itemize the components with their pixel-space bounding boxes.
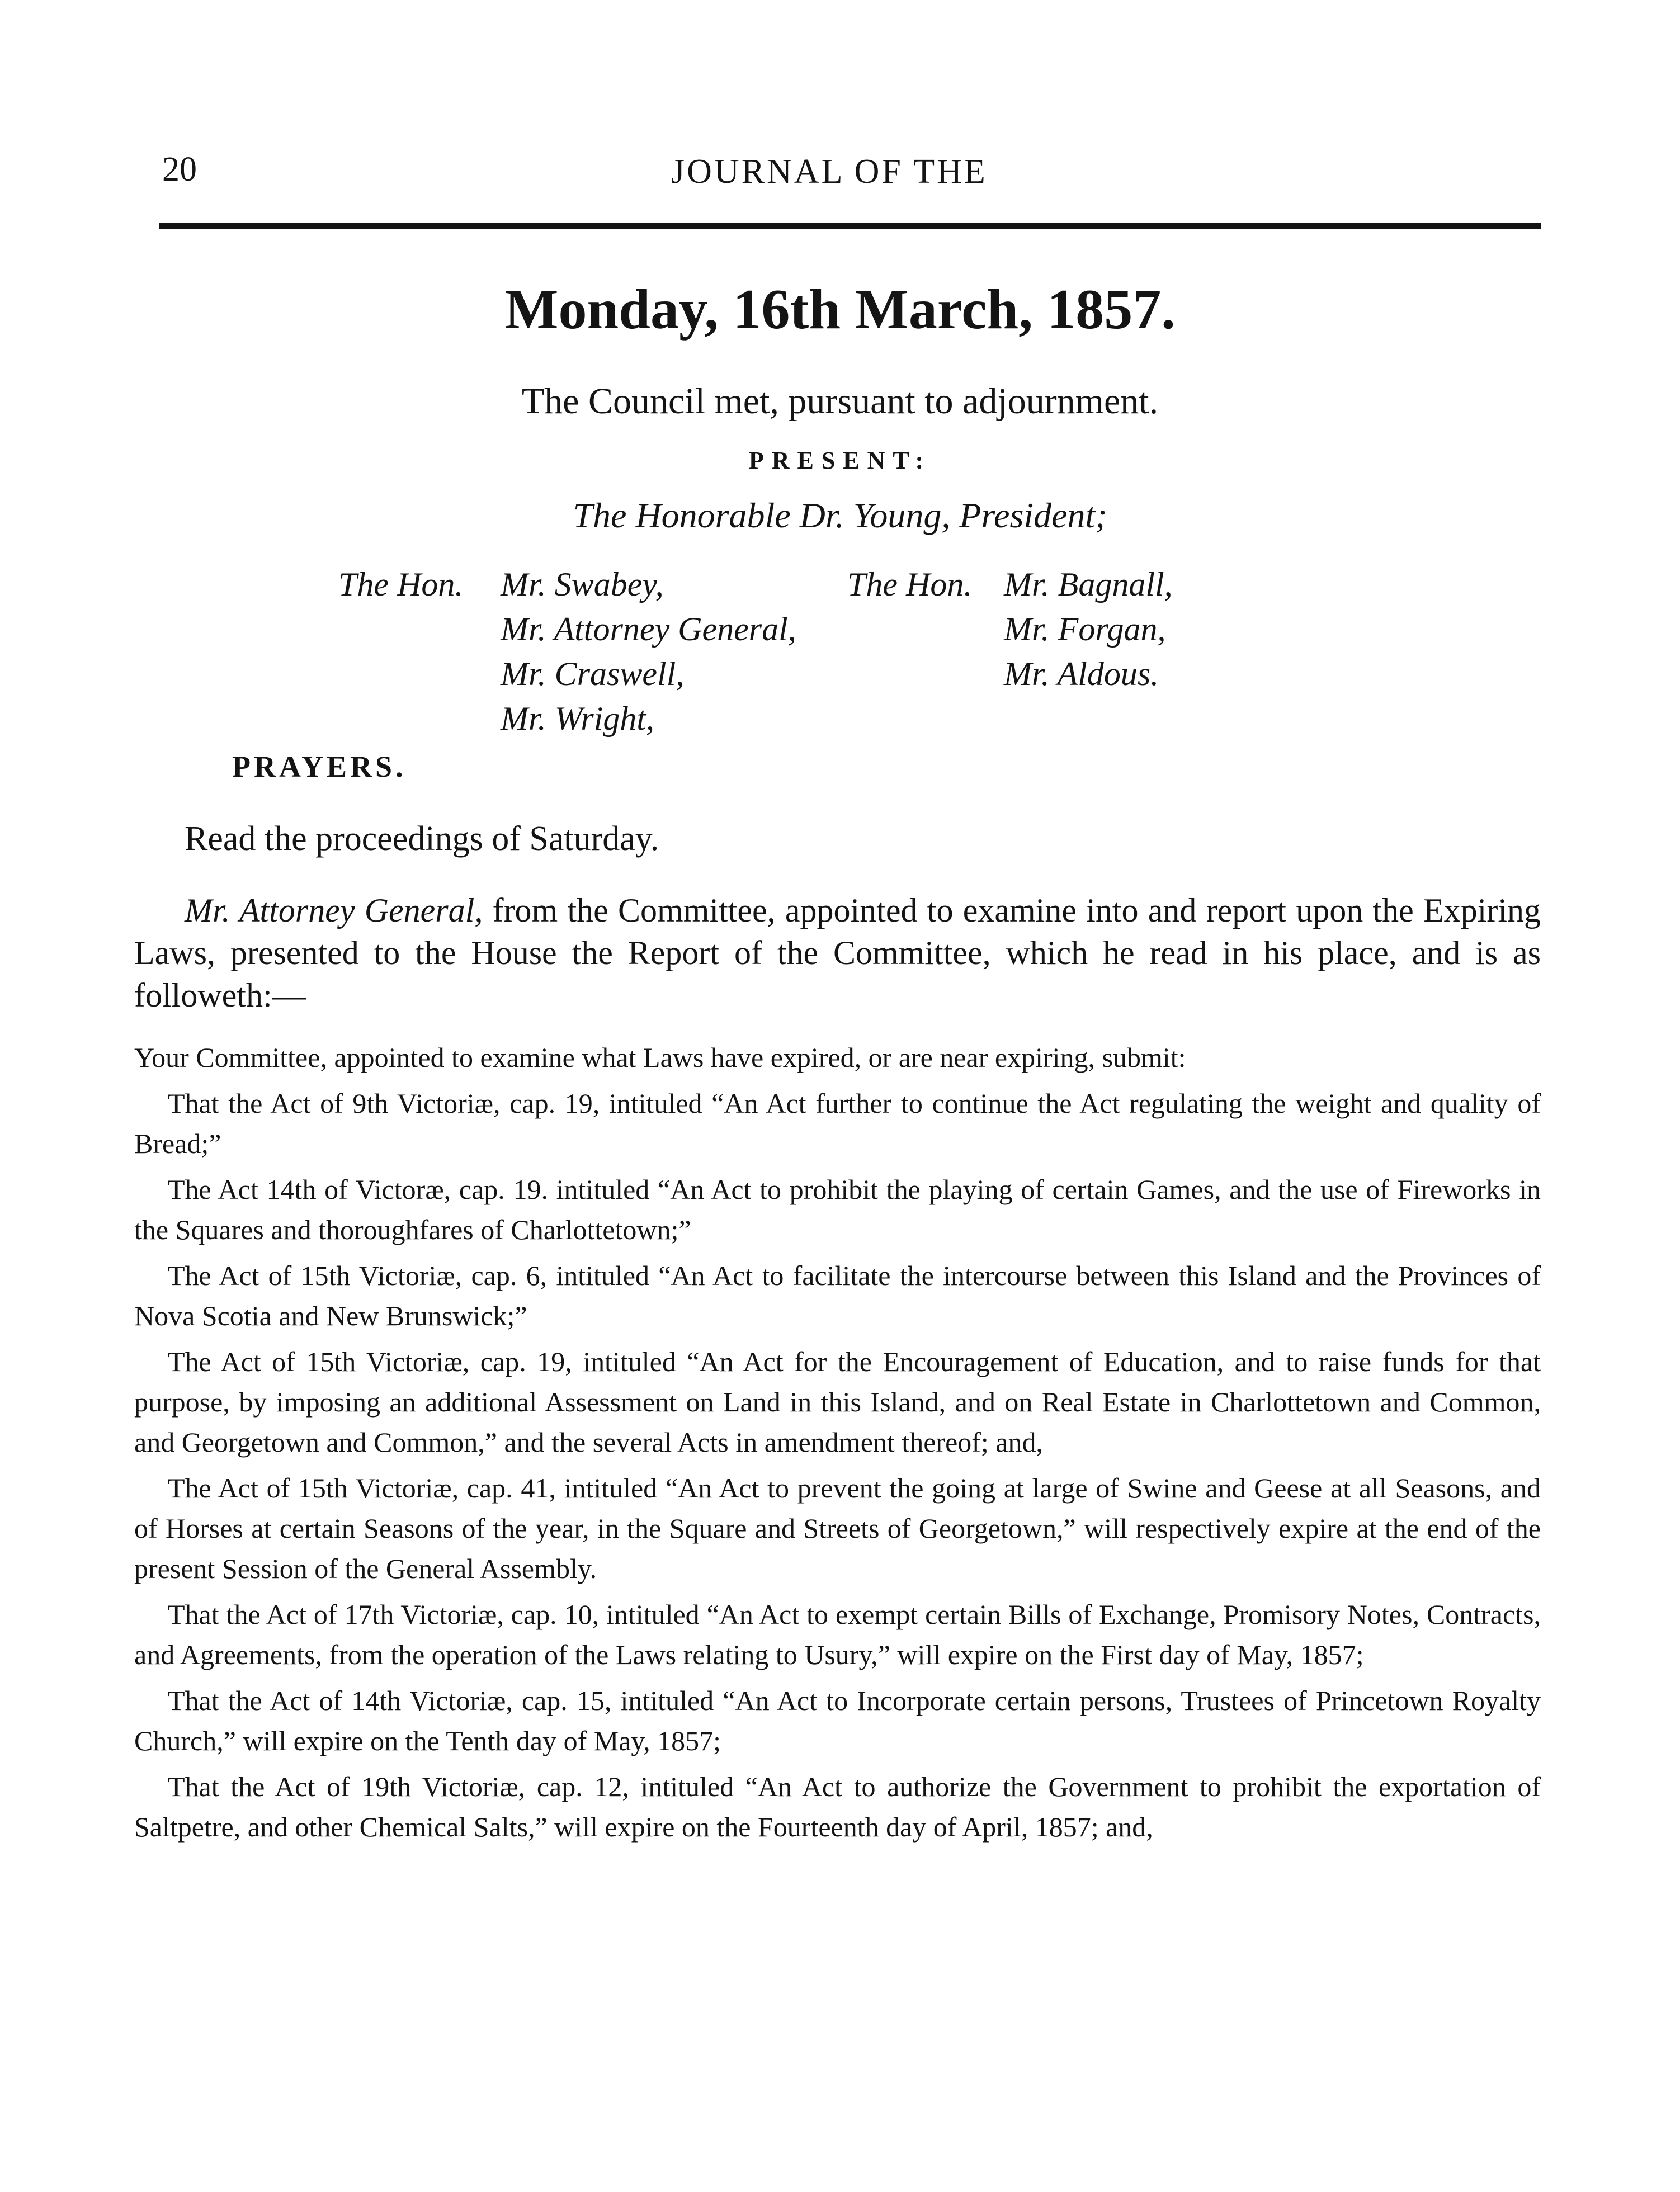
- read-proceedings: Read the proceedings of Saturday.: [185, 820, 659, 858]
- present-label: PRESENT:: [748, 447, 932, 474]
- prayers-heading: PRAYERS.: [232, 750, 407, 783]
- member-name: Mr. Forgan,: [1004, 611, 1166, 648]
- left-members-prefix: [338, 562, 463, 607]
- member-name: Mr. Aldous.: [1004, 655, 1159, 692]
- member-name: Mr. Wright,: [501, 700, 655, 737]
- report-paragraph: The Act of 15th Victoriæ, cap. 19, intituled “An Act for the Encouragement of Education, and to raise funds for that purpose, by imposing an additional Assessment on Land in this Island, and on Real Estate in Charlottetown and Common, and Georgetown and Common,” and the several Acts in amendment thereof; and,: [134, 1346, 1541, 1458]
- right-members-list: [1004, 562, 1173, 696]
- member-name: Mr. Bagnall,: [1004, 566, 1173, 603]
- report-speaker: Mr. Attorney General,: [185, 892, 483, 929]
- date-heading: Monday, 16th March, 1857.: [504, 278, 1176, 341]
- left-members-list: [501, 562, 796, 741]
- member-name: Mr. Craswell,: [501, 655, 685, 692]
- page-number: 20: [162, 150, 197, 188]
- report-paragraph: That the Act of 9th Victoriæ, cap. 19, intituled “An Act further to continue the Act regulating the weight and quality of Bread;”: [134, 1088, 1541, 1159]
- left-prefix-text: The Hon.: [338, 566, 464, 603]
- report-paragraph: The Act of 15th Victoriæ, cap. 41, intituled “An Act to prevent the going at large of Swine and Geese at all Seasons, and of Horses at certain Seasons of the year, in the Square and Streets of Georgetown,” will respectively expire at the end of the present Session of the General Assembly.: [134, 1472, 1541, 1584]
- member-name: Mr. Attorney General,: [501, 611, 796, 648]
- right-members-prefix: [847, 562, 972, 607]
- right-prefix-text: The Hon.: [847, 566, 973, 603]
- meeting-opening: The Council met, pursuant to adjournment.: [521, 381, 1159, 422]
- running-title: JOURNAL OF THE: [671, 153, 988, 191]
- report-paragraph: That the Act of 19th Victoriæ, cap. 12, intituled “An Act to authorize the Government to prohibit the exportation of Saltpetre, and other Chemical Salts,” will expire on the Fourteenth day of April, 1857; and,: [134, 1771, 1541, 1843]
- report-paragraph: That the Act of 17th Victoriæ, cap. 10, intituled “An Act to exempt certain Bills of Exchange, Promisory Notes, Contracts, and Agreements, from the operation of the Laws relating to Usury,” will expire on the First day of May, 1857;: [134, 1599, 1541, 1670]
- report-paragraph: Your Committee, appointed to examine what Laws have expired, or are near expiring, submit:: [134, 1042, 1186, 1073]
- report-paragraph: The Act 14th of Victoræ, cap. 19. intituled “An Act to prohibit the playing of certain Games, and the use of Fireworks in the Squares and thoroughfares of Charlottetown;”: [134, 1174, 1541, 1245]
- report-intro: [134, 889, 1541, 1017]
- report-intro-text: from the Committee, appointed to examine into and report upon the Expiring Laws, presented to the House the Report of the Committee, which he read in his place, and is as followeth:—: [134, 892, 1541, 1014]
- report-body: [134, 1037, 1541, 1853]
- member-name: Mr. Swabey,: [501, 566, 664, 603]
- president-line: The Honorable Dr. Young, President;: [573, 495, 1107, 535]
- report-paragraph: The Act of 15th Victoriæ, cap. 6, intituled “An Act to facilitate the intercourse between this Island and the Provinces of Nova Scotia and New Brunswick;”: [134, 1260, 1541, 1331]
- header-rule: [159, 223, 1541, 229]
- report-paragraph: That the Act of 14th Victoriæ, cap. 15, intituled “An Act to Incorporate certain persons, Trustees of Princetown Royalty Church,” will expire on the Tenth day of May, 1857;: [134, 1685, 1541, 1756]
